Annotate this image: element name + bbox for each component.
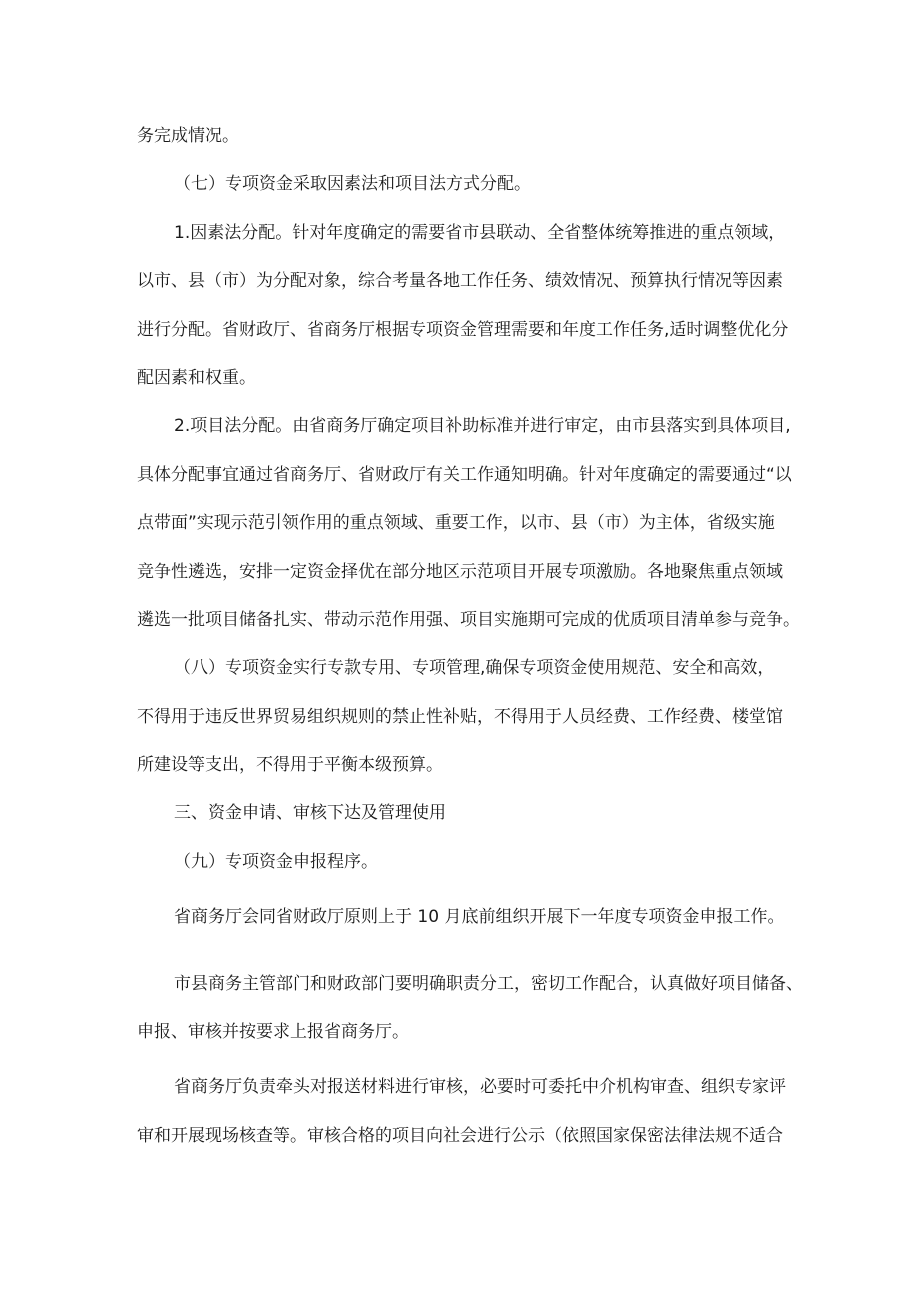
paragraph-line: 具体分配事宜通过省商务厅、省财政厅有关工作通知明确。针对年度确定的需要通过“以 <box>137 465 792 485</box>
paragraph-line: 进行分配。省财政厅、省商务厅根据专项资金管理需要和年度工作任务,适时调整优化分 <box>137 320 789 340</box>
paragraph-line: 市县商务主管部门和财政部门要明确职责分工，密切工作配合，认真做好项目储备、 <box>174 974 803 994</box>
paragraph-line: 省商务厅负责牵头对报送材料进行审核，必要时可委托中介机构审查、组织专家评 <box>174 1077 786 1097</box>
section-heading-7: （七）专项资金采取因素法和项目法方式分配。 <box>174 174 531 194</box>
chapter-heading-3: 三、资金申请、审核下达及管理使用 <box>174 803 446 823</box>
paragraph-line: 务完成情况。 <box>137 126 239 146</box>
section-heading-9: （九）专项资金申报程序。 <box>174 852 378 872</box>
paragraph-line: 竞争性遴选，安排一定资金择优在部分地区示范项目开展专项激励。各地聚焦重点领域 <box>137 562 783 582</box>
section-heading-8: （八）专项资金实行专款专用、专项管理,确保专项资金使用规范、安全和高效， <box>174 658 775 678</box>
paragraph-line: 2.项目法分配。由省商务厅确定项目补助标准并进行审定，由市县落实到具体项目, <box>174 416 791 436</box>
paragraph-line: 所建设等支出，不得用于平衡本级预算。 <box>137 755 443 775</box>
paragraph-line: 申报、审核并按要求上报省商务厅。 <box>137 1022 409 1042</box>
paragraph-line: 配因素和权重。 <box>137 368 256 388</box>
paragraph-line: 遴选一批项目储备扎实、带动示范作用强、项目实施期可完成的优质项目清单参与竞争。 <box>137 610 800 630</box>
paragraph-line: 不得用于违反世界贸易组织规则的禁止性补贴，不得用于人员经费、工作经费、楼堂馆 <box>137 707 783 727</box>
paragraph-line: 审和开展现场核查等。审核合格的项目向社会进行公示（依照国家保密法律法规不适合 <box>137 1126 783 1146</box>
paragraph-line: 1.因素法分配。针对年度确定的需要省市县联动、全省整体统筹推进的重点领域， <box>174 223 786 243</box>
paragraph-line: 以市、县（市）为分配对象，综合考量各地工作任务、绩效情况、预算执行情况等因素 <box>137 271 783 291</box>
paragraph-line: 省商务厅会同省财政厅原则上于 10 月底前组织开展下一年度专项资金申报工作。 <box>174 907 785 927</box>
paragraph-line: 点带面”实现示范引领作用的重点领域、重要工作，以市、县（市）为主体，省级实施 <box>137 513 775 533</box>
